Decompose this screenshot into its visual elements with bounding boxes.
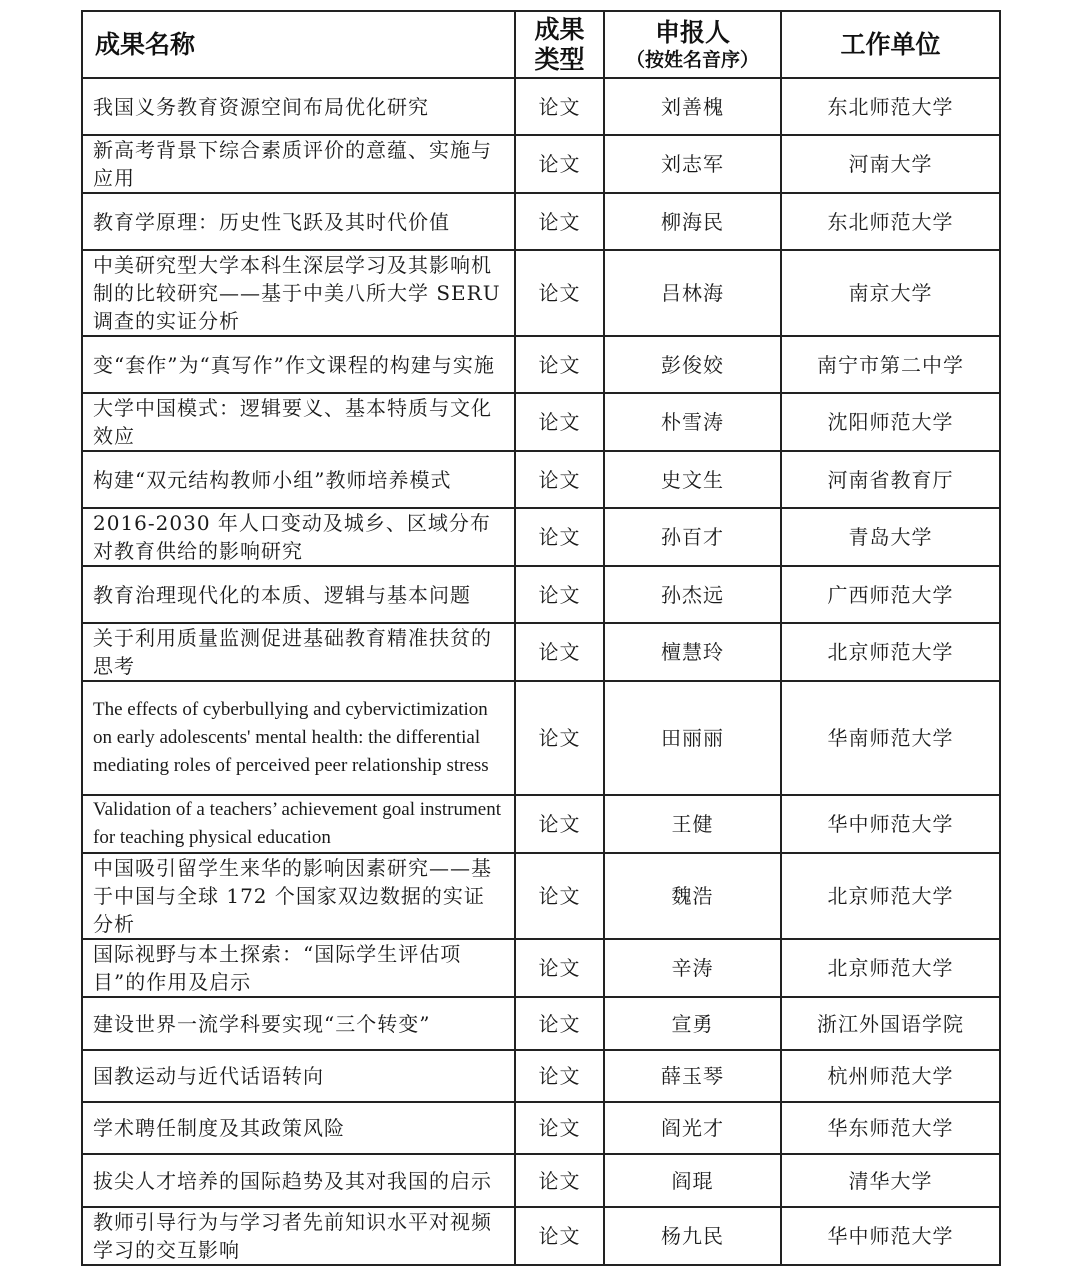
cell-applicant: 宣勇 bbox=[604, 997, 781, 1050]
cell-applicant: 彭俊姣 bbox=[604, 336, 781, 393]
cell-type: 论文 bbox=[515, 795, 604, 853]
header-row bbox=[82, 11, 1000, 78]
table-row bbox=[82, 193, 1000, 250]
cell-unit: 广西师范大学 bbox=[781, 566, 1000, 623]
awards-table bbox=[81, 10, 1001, 1266]
cell-applicant: 田丽丽 bbox=[604, 681, 781, 795]
header-applicant bbox=[604, 11, 781, 78]
cell-applicant: 檀慧玲 bbox=[604, 623, 781, 681]
table-row bbox=[82, 939, 1000, 997]
cell-applicant: 魏浩 bbox=[604, 853, 781, 939]
cell-type: 论文 bbox=[515, 623, 604, 681]
cell-unit: 东北师范大学 bbox=[781, 193, 1000, 250]
cell-title: The effects of cyberbullying and cybervictimization on early adolescents' mental health: the differential mediating roles of perceived peer relationship stress bbox=[82, 681, 515, 795]
cell-applicant: 王健 bbox=[604, 795, 781, 853]
cell-unit: 清华大学 bbox=[781, 1154, 1000, 1207]
header-type-line2: 类型 bbox=[534, 44, 585, 74]
cell-title: 教育治理现代化的本质、逻辑与基本问题 bbox=[82, 566, 515, 623]
table-row bbox=[82, 1102, 1000, 1154]
cell-type: 论文 bbox=[515, 1102, 604, 1154]
table-row bbox=[82, 1050, 1000, 1102]
cell-title: Validation of a teachers’ achievement goal instrument for teaching physical education bbox=[82, 795, 515, 853]
cell-type: 论文 bbox=[515, 566, 604, 623]
cell-unit: 南宁市第二中学 bbox=[781, 336, 1000, 393]
cell-title: 学术聘任制度及其政策风险 bbox=[82, 1102, 515, 1154]
cell-unit: 华南师范大学 bbox=[781, 681, 1000, 795]
cell-unit: 北京师范大学 bbox=[781, 623, 1000, 681]
cell-unit: 华中师范大学 bbox=[781, 795, 1000, 853]
cell-type: 论文 bbox=[515, 939, 604, 997]
table-row bbox=[82, 393, 1000, 451]
table-row bbox=[82, 853, 1000, 939]
cell-type: 论文 bbox=[515, 1207, 604, 1265]
table-body bbox=[82, 78, 1000, 1265]
cell-applicant: 阎琨 bbox=[604, 1154, 781, 1207]
header-unit: 工作单位 bbox=[781, 11, 1000, 78]
cell-unit: 北京师范大学 bbox=[781, 853, 1000, 939]
header-title: 成果名称 bbox=[82, 11, 515, 78]
cell-unit: 沈阳师范大学 bbox=[781, 393, 1000, 451]
cell-title: 教育学原理：历史性飞跃及其时代价值 bbox=[82, 193, 515, 250]
cell-unit: 华东师范大学 bbox=[781, 1102, 1000, 1154]
table-row bbox=[82, 336, 1000, 393]
cell-applicant: 吕林海 bbox=[604, 250, 781, 336]
cell-unit: 杭州师范大学 bbox=[781, 1050, 1000, 1102]
cell-applicant: 刘善槐 bbox=[604, 78, 781, 135]
cell-unit: 北京师范大学 bbox=[781, 939, 1000, 997]
table-row bbox=[82, 451, 1000, 508]
cell-type: 论文 bbox=[515, 78, 604, 135]
cell-unit: 河南大学 bbox=[781, 135, 1000, 193]
cell-title: 变“套作”为“真写作”作文课程的构建与实施 bbox=[82, 336, 515, 393]
cell-title: 我国义务教育资源空间布局优化研究 bbox=[82, 78, 515, 135]
header-type-line1: 成果 bbox=[534, 14, 585, 44]
table-row bbox=[82, 508, 1000, 566]
cell-applicant: 杨九民 bbox=[604, 1207, 781, 1265]
cell-type: 论文 bbox=[515, 997, 604, 1050]
table-row bbox=[82, 250, 1000, 336]
cell-type: 论文 bbox=[515, 451, 604, 508]
table-row bbox=[82, 623, 1000, 681]
table-row bbox=[82, 795, 1000, 853]
cell-unit: 华中师范大学 bbox=[781, 1207, 1000, 1265]
cell-applicant: 朴雪涛 bbox=[604, 393, 781, 451]
cell-type: 论文 bbox=[515, 135, 604, 193]
cell-applicant: 阎光才 bbox=[604, 1102, 781, 1154]
header-applicant-label: 申报人 bbox=[654, 17, 730, 47]
cell-type: 论文 bbox=[515, 508, 604, 566]
table-row bbox=[82, 1207, 1000, 1265]
cell-title: 建设世界一流学科要实现“三个转变” bbox=[82, 997, 515, 1050]
cell-title: 国教运动与近代话语转向 bbox=[82, 1050, 515, 1102]
cell-type: 论文 bbox=[515, 681, 604, 795]
cell-title: 教师引导行为与学习者先前知识水平对视频学习的交互影响 bbox=[82, 1207, 515, 1265]
table-row bbox=[82, 135, 1000, 193]
table-row bbox=[82, 78, 1000, 135]
cell-applicant: 柳海民 bbox=[604, 193, 781, 250]
cell-title: 构建“双元结构教师小组”教师培养模式 bbox=[82, 451, 515, 508]
cell-unit: 南京大学 bbox=[781, 250, 1000, 336]
cell-unit: 青岛大学 bbox=[781, 508, 1000, 566]
cell-applicant: 刘志军 bbox=[604, 135, 781, 193]
cell-title: 国际视野与本土探索：“国际学生评估项目”的作用及启示 bbox=[82, 939, 515, 997]
table-row bbox=[82, 1154, 1000, 1207]
cell-applicant: 史文生 bbox=[604, 451, 781, 508]
cell-type: 论文 bbox=[515, 1050, 604, 1102]
cell-unit: 河南省教育厅 bbox=[781, 451, 1000, 508]
table-row bbox=[82, 997, 1000, 1050]
cell-type: 论文 bbox=[515, 1154, 604, 1207]
header-type bbox=[515, 11, 604, 78]
cell-type: 论文 bbox=[515, 336, 604, 393]
cell-title: 新高考背景下综合素质评价的意蕴、实施与应用 bbox=[82, 135, 515, 193]
cell-applicant: 辛涛 bbox=[604, 939, 781, 997]
table-row bbox=[82, 566, 1000, 623]
cell-title: 2016-2030 年人口变动及城乡、区域分布对教育供给的影响研究 bbox=[82, 508, 515, 566]
cell-title: 中国吸引留学生来华的影响因素研究——基于中国与全球 172 个国家双边数据的实证分析 bbox=[82, 853, 515, 939]
cell-applicant: 孙杰远 bbox=[604, 566, 781, 623]
header-applicant-note: （按姓名音序） bbox=[625, 48, 759, 71]
cell-type: 论文 bbox=[515, 193, 604, 250]
cell-type: 论文 bbox=[515, 250, 604, 336]
cell-title: 关于利用质量监测促进基础教育精准扶贫的思考 bbox=[82, 623, 515, 681]
cell-type: 论文 bbox=[515, 853, 604, 939]
cell-title: 拔尖人才培养的国际趋势及其对我国的启示 bbox=[82, 1154, 515, 1207]
cell-type: 论文 bbox=[515, 393, 604, 451]
cell-applicant: 薛玉琴 bbox=[604, 1050, 781, 1102]
cell-title: 大学中国模式：逻辑要义、基本特质与文化效应 bbox=[82, 393, 515, 451]
cell-unit: 东北师范大学 bbox=[781, 78, 1000, 135]
cell-title: 中美研究型大学本科生深层学习及其影响机制的比较研究——基于中美八所大学 SERU 调查的实证分析 bbox=[82, 250, 515, 336]
cell-applicant: 孙百才 bbox=[604, 508, 781, 566]
table-row bbox=[82, 681, 1000, 795]
cell-unit: 浙江外国语学院 bbox=[781, 997, 1000, 1050]
table-header bbox=[82, 11, 1000, 78]
